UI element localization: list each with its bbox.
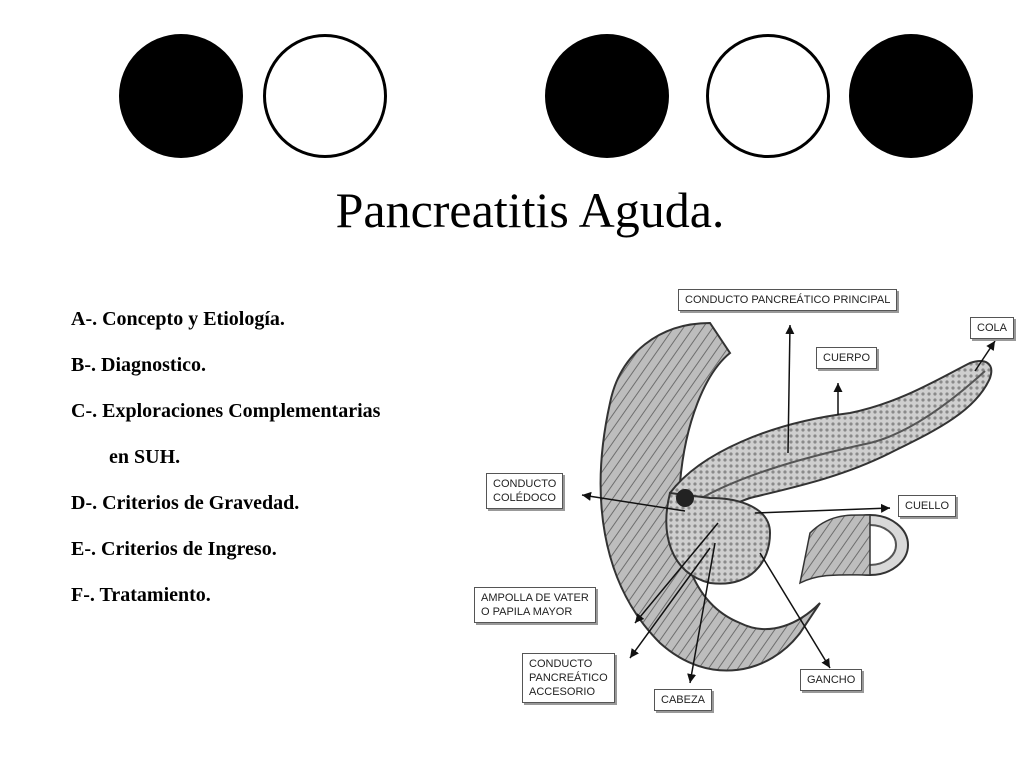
label-uncinate-process: GANCHO — [800, 669, 862, 691]
decorative-circle-white — [706, 34, 830, 158]
label-ampulla-of-vater: AMPOLLA DE VATER O PAPILA MAYOR — [474, 587, 596, 623]
label-head: CABEZA — [654, 689, 712, 711]
label-tail: COLA — [970, 317, 1014, 339]
label-accessory-pancreatic-duct: CONDUCTO PANCREÁTICO ACCESORIO — [522, 653, 615, 703]
outline-item: C-. Exploraciones Complementarias — [71, 400, 381, 422]
outline-item-continuation: en SUH. — [109, 446, 181, 468]
outline-item: D-. Criterios de Gravedad. — [71, 492, 300, 514]
label-neck: CUELLO — [898, 495, 956, 517]
decorative-circle-white — [263, 34, 387, 158]
outline-item: B-. Diagnostico. — [71, 354, 206, 376]
label-main-pancreatic-duct: CONDUCTO PANCREÁTICO PRINCIPAL — [678, 289, 897, 311]
label-body: CUERPO — [816, 347, 877, 369]
outline-item: F-. Tratamiento. — [71, 584, 211, 606]
outline-item: A-. Concepto y Etiología. — [71, 308, 285, 330]
topic-outline — [71, 305, 380, 627]
outline-item: E-. Criterios de Ingreso. — [71, 538, 277, 560]
decorative-circle-black — [849, 34, 973, 158]
slide-title: Pancreatitis Aguda. — [335, 182, 725, 238]
pancreas-anatomy-figure — [470, 283, 1024, 723]
decorative-circle-black — [545, 34, 669, 158]
decorative-circle-black — [119, 34, 243, 158]
label-common-bile-duct: CONDUCTO COLÉDOCO — [486, 473, 563, 509]
